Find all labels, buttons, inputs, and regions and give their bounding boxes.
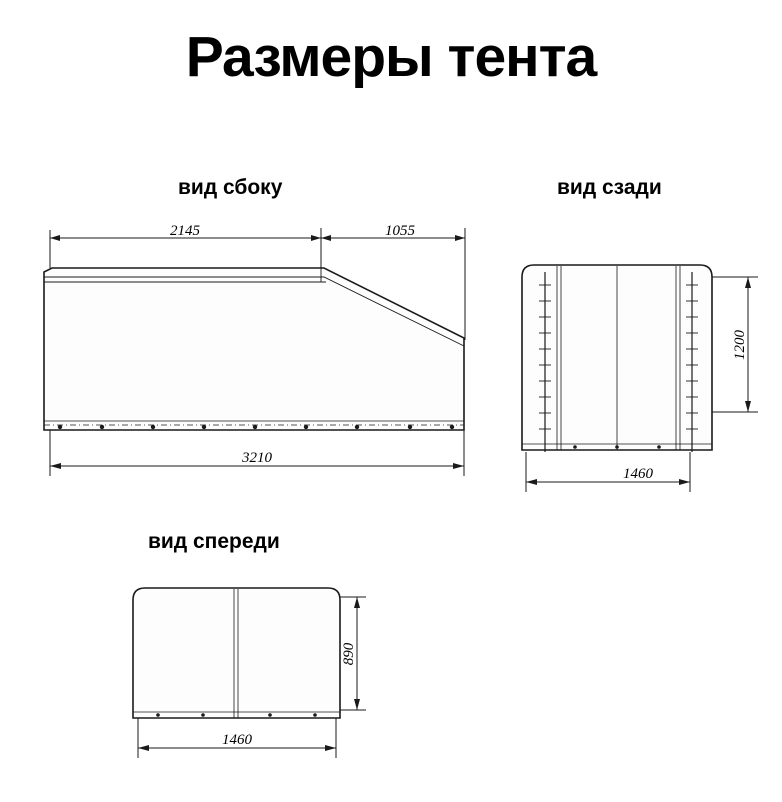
rear-dim-height — [712, 277, 758, 412]
side-dim-top-left-text: 2145 — [170, 223, 200, 239]
rear-dim-width-text: 1460 — [623, 466, 653, 482]
side-dim-top-right-text: 1055 — [385, 223, 415, 239]
front-dim-height — [340, 597, 366, 710]
view-label-side: вид сбоку — [178, 176, 283, 199]
front-dim-width — [138, 718, 336, 758]
rear-dim-height-text: 1200 — [732, 330, 748, 360]
front-view-body — [133, 588, 340, 718]
side-dim-top-right — [321, 223, 465, 241]
view-label-front: вид спереди — [148, 530, 280, 553]
side-dim-top-left — [50, 223, 321, 241]
front-view-drawing — [133, 588, 366, 758]
side-view-body — [44, 268, 464, 430]
front-dim-width-text: 1460 — [222, 732, 252, 748]
side-dim-bottom — [50, 430, 464, 476]
front-dim-height-text: 890 — [341, 642, 357, 666]
view-label-rear: вид сзади — [557, 176, 662, 199]
rear-view-drawing — [522, 265, 758, 492]
side-view-drawing — [44, 223, 465, 476]
rear-dim-width — [526, 452, 690, 492]
side-dim-bottom-text: 3210 — [242, 450, 272, 466]
page-title: Размеры тента — [185, 25, 597, 89]
